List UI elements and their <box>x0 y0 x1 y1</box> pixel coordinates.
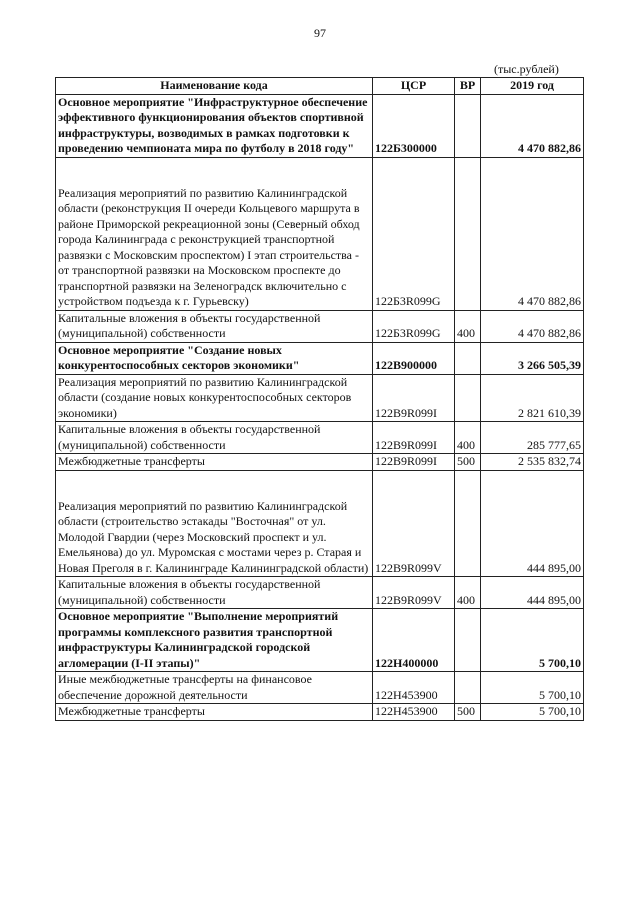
row-vr-cell <box>455 342 481 374</box>
table-row <box>56 94 584 157</box>
row-vr-cell: 500 <box>455 454 481 471</box>
row-name-cell: Основное мероприятие "Выполнение мероприятий программы комплексного развития транспортной инфраструктуры Калининградской городской агломерации (I-II этапы)" <box>56 609 373 672</box>
row-name-cell: Иные межбюджетные трансферты на финансовое обеспечение дорожной деятельности <box>56 672 373 704</box>
table-row <box>56 342 584 374</box>
row-amount-cell: 2 535 832,74 <box>481 454 584 471</box>
table-row <box>56 470 584 577</box>
row-vr-cell: 500 <box>455 704 481 721</box>
table-row <box>56 672 584 704</box>
row-name-cell: Реализация мероприятий по развитию Калининградской области (реконструкция II очереди Кольцевого маршрута в районе Приморской рекреационной зоны (Северный обход города Калининграда с реконструкцией транспортной развязки с Московским проспектом) I этап строительства - от транспортной развязки на Московском проспекте до транспортной развязки на Зеленоградск включительно с устройством подъезда к г. Гурьевску) <box>56 157 373 310</box>
row-vr-cell: 400 <box>455 310 481 342</box>
row-amount-cell: 5 700,10 <box>481 609 584 672</box>
row-csr-cell: 122В9R099I <box>373 454 455 471</box>
row-amount-cell: 5 700,10 <box>481 704 584 721</box>
row-name-cell: Межбюджетные трансферты <box>56 454 373 471</box>
row-csr-cell: 122В9R099I <box>373 374 455 422</box>
row-name-cell: Реализация мероприятий по развитию Калининградской области (строительство эстакады "Восточная" от ул. Молодой Гвардии (через Московский проспект и ул. Емельянова) до ул. Муромская с мостами через р. Старая и Новая Преголя в г. Калининграде Калининградской области) <box>56 470 373 577</box>
row-csr-cell: 122В9R099V <box>373 470 455 577</box>
row-name-cell: Реализация мероприятий по развитию Калининградской области (создание новых конкурентоспособных секторов экономики) <box>56 374 373 422</box>
table-row <box>56 157 584 310</box>
row-amount-cell: 4 470 882,86 <box>481 310 584 342</box>
row-vr-cell <box>455 609 481 672</box>
table-row <box>56 310 584 342</box>
row-amount-cell: 444 895,00 <box>481 577 584 609</box>
table-row <box>56 577 584 609</box>
row-csr-cell: 122Б3R099G <box>373 310 455 342</box>
row-csr-cell: 122Н453900 <box>373 672 455 704</box>
row-amount-cell: 444 895,00 <box>481 470 584 577</box>
row-vr-cell: 400 <box>455 422 481 454</box>
row-vr-cell <box>455 672 481 704</box>
page-number: 97 <box>314 26 326 40</box>
row-name-cell: Основное мероприятие "Создание новых конкурентоспособных секторов экономики" <box>56 342 373 374</box>
column-header-name: Наименование кода <box>56 78 373 95</box>
row-csr-cell: 122Б3R099G <box>373 157 455 310</box>
row-amount-cell: 4 470 882,86 <box>481 157 584 310</box>
column-header-csr: ЦСР <box>373 78 455 95</box>
table-body <box>56 94 584 720</box>
row-name-cell: Капитальные вложения в объекты государственной (муниципальной) собственности <box>56 310 373 342</box>
row-amount-cell: 285 777,65 <box>481 422 584 454</box>
row-amount-cell: 4 470 882,86 <box>481 94 584 157</box>
row-amount-cell: 3 266 505,39 <box>481 342 584 374</box>
row-name-cell: Межбюджетные трансферты <box>56 704 373 721</box>
budget-table <box>55 77 584 721</box>
row-vr-cell <box>455 94 481 157</box>
table-row <box>56 374 584 422</box>
table-row <box>56 609 584 672</box>
row-vr-cell: 400 <box>455 577 481 609</box>
table-row <box>56 454 584 471</box>
column-header-vr: ВР <box>455 78 481 95</box>
row-amount-cell: 5 700,10 <box>481 672 584 704</box>
units-label: (тыс.рублей) <box>494 62 559 76</box>
table-row <box>56 704 584 721</box>
row-csr-cell: 122Н453900 <box>373 704 455 721</box>
row-name-cell: Основное мероприятие "Инфраструктурное обеспечение эффективного функционирования объектов спортивной инфраструктуры, возводимых в рамках подготовки к проведению чемпионата мира по футболу в 2018 году" <box>56 94 373 157</box>
row-vr-cell <box>455 374 481 422</box>
row-vr-cell <box>455 157 481 310</box>
row-csr-cell: 122В900000 <box>373 342 455 374</box>
row-csr-cell: 122В9R099I <box>373 422 455 454</box>
row-name-cell: Капитальные вложения в объекты государственной (муниципальной) собственности <box>56 577 373 609</box>
row-csr-cell: 122Н400000 <box>373 609 455 672</box>
row-csr-cell: 122Б300000 <box>373 94 455 157</box>
row-name-cell: Капитальные вложения в объекты государственной (муниципальной) собственности <box>56 422 373 454</box>
column-header-amount: 2019 год <box>481 78 584 95</box>
row-amount-cell: 2 821 610,39 <box>481 374 584 422</box>
row-csr-cell: 122В9R099V <box>373 577 455 609</box>
table-header-row <box>56 78 584 95</box>
table-row <box>56 422 584 454</box>
row-vr-cell <box>455 470 481 577</box>
